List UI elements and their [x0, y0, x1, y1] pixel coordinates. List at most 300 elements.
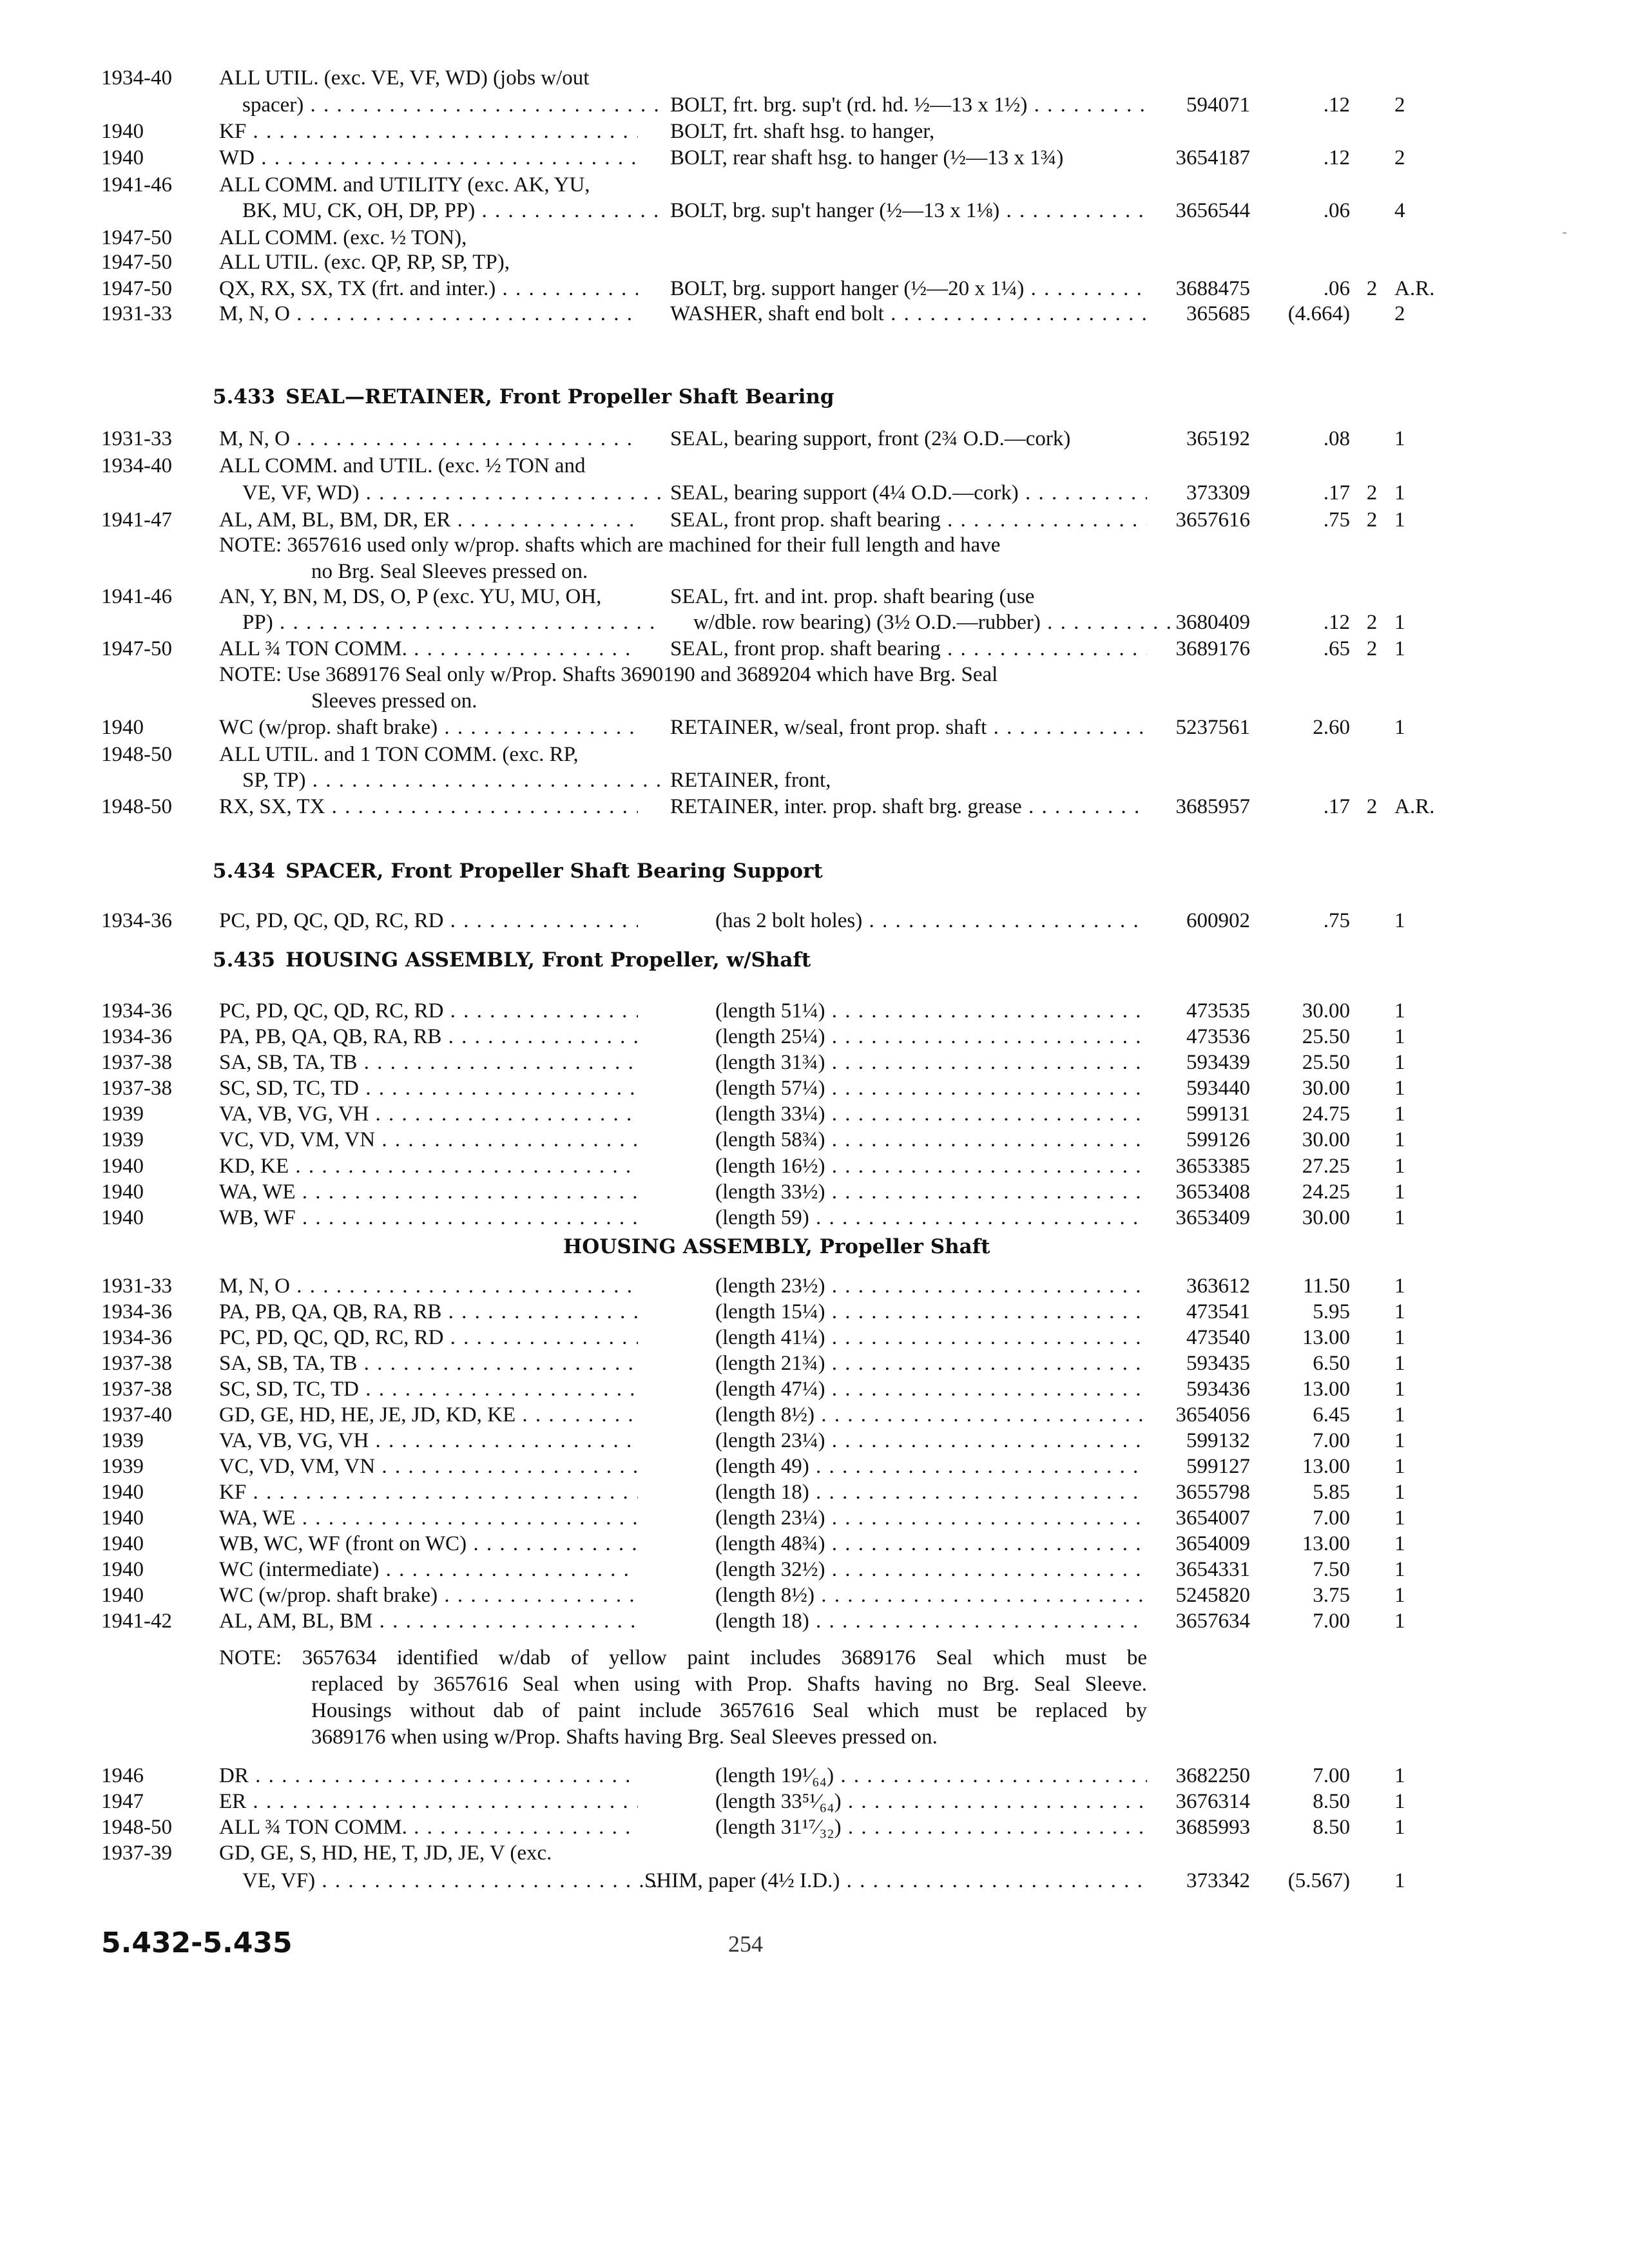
quantity-cell — [1358, 1324, 1449, 1351]
description-cell: RETAINER, inter. prop. shaft brg. grease . . . — [670, 793, 1147, 820]
table-row — [0, 64, 1629, 91]
price-cell: 25.50 — [1302, 1025, 1350, 1048]
quantity-required: 1 — [1394, 999, 1405, 1023]
table-row — [0, 1376, 1629, 1403]
note-line: NOTE: Use 3689176 Seal only w/Prop. Shafts 3690190 and 3689204 which have Brg. Seal — [219, 663, 998, 686]
model-cell: ALL UTIL. (exc. VE, VF, WD) (jobs w/out — [219, 66, 590, 90]
quantity-cell — [1358, 64, 1449, 91]
part-number-cell: 3654009 — [1175, 1532, 1250, 1555]
table-row — [0, 1023, 1629, 1050]
table-row — [0, 635, 1629, 662]
part-number-cell: 599131 — [1186, 1102, 1250, 1126]
note-block — [219, 662, 1147, 715]
part-number-cell: 3680409 — [1175, 611, 1250, 634]
price-cell: 3.75 — [1313, 1584, 1350, 1607]
table-row — [0, 1178, 1629, 1206]
quantity-cell — [1358, 197, 1449, 224]
table-row — [0, 583, 1629, 610]
table-row — [0, 907, 1629, 934]
price-cell: 24.25 — [1302, 1180, 1350, 1204]
table-row — [0, 1840, 1629, 1867]
part-number-cell: 3685957 — [1175, 795, 1250, 818]
year-cell: 1939 — [101, 1429, 144, 1452]
quantity-cell — [1358, 1840, 1449, 1867]
price-cell: 5.85 — [1313, 1481, 1350, 1504]
quantity-cell — [1358, 506, 1449, 533]
model-cell: ALL COMM. (exc. ½ TON), — [219, 226, 467, 249]
year-cell: 1947-50 — [101, 226, 172, 249]
model-cell: KF . . . — [219, 1479, 638, 1506]
table-row — [0, 1453, 1629, 1480]
description-cell: (length 8½) . . . — [715, 1401, 1147, 1428]
quantity-cell — [1358, 1298, 1449, 1325]
description-cell: (length 33¼) . . . — [715, 1100, 1147, 1128]
part-number-cell: 599127 — [1186, 1455, 1250, 1478]
description-cell — [715, 1840, 1147, 1867]
year-cell: 1947 — [101, 1790, 144, 1813]
table-row — [0, 1401, 1629, 1428]
quantity-cell — [1358, 1867, 1449, 1894]
description-cell: WASHER, shaft end bolt . . . — [670, 300, 1147, 327]
price-cell: 2.60 — [1313, 716, 1350, 739]
year-cell: 1940 — [101, 1180, 144, 1204]
note-line: 3689176 when using w/Prop. Shafts having Brg. Seal Sleeves pressed on. — [311, 1725, 938, 1749]
part-number-cell: 3685993 — [1175, 1816, 1250, 1839]
description-cell: (length 57¼) . . . — [715, 1075, 1147, 1102]
model-cell: ER . . . — [219, 1788, 638, 1815]
year-cell: 1939 — [101, 1102, 144, 1126]
table-row — [0, 1582, 1629, 1609]
quantity-cell — [1358, 1504, 1449, 1532]
description-cell: SEAL, frt. and int. prop. shaft bearing (use — [670, 585, 1035, 608]
quantity-cell — [1358, 1126, 1449, 1153]
model-cell: RX, SX, TX . . . — [219, 793, 638, 820]
table-row — [0, 1608, 1629, 1635]
model-cell: WA, WE . . . — [219, 1504, 638, 1532]
description-cell: (length 18) . . . — [715, 1479, 1147, 1506]
note-line: Sleeves pressed on. — [311, 689, 477, 713]
table-row — [0, 425, 1629, 452]
table-row — [0, 997, 1629, 1024]
description-cell: BOLT, brg. support hanger (½—20 x 1¼) . . . — [670, 275, 1147, 302]
model-cell: PP) . . . — [219, 609, 661, 636]
description-cell: (length 19¹⁄₆₄) . . . — [715, 1762, 1147, 1789]
quantity-cell — [1358, 997, 1449, 1024]
description-cell: (length 48¾) . . . — [715, 1530, 1147, 1557]
model-cell: VC, VD, VM, VN . . . — [219, 1126, 638, 1153]
model-cell: M, N, O . . . — [219, 300, 638, 327]
model-cell: PC, PD, QC, QD, RC, RD . . . — [219, 1324, 638, 1351]
year-cell: 1941-46 — [101, 585, 172, 608]
table-row — [0, 144, 1629, 171]
part-number-cell: 3656544 — [1175, 199, 1250, 222]
table-row — [0, 1504, 1629, 1532]
price-cell: 30.00 — [1302, 1206, 1350, 1229]
table-row — [0, 1350, 1629, 1377]
part-number-cell: 473536 — [1186, 1025, 1250, 1048]
model-cell: PA, PB, QA, QB, RA, RB . . . — [219, 1023, 638, 1050]
year-cell: 1934-36 — [101, 1300, 172, 1323]
note-line: Housings without dab of paint include 3657616 Seal which must be replaced by — [311, 1699, 1147, 1722]
price-cell: 13.00 — [1302, 1378, 1350, 1401]
quantity-per-unit: 2 — [1366, 508, 1378, 532]
price-cell: (5.567) — [1287, 1869, 1350, 1892]
price-cell: .17 — [1323, 481, 1350, 505]
price-cell: .12 — [1323, 146, 1350, 169]
model-cell: VA, VB, VG, VH . . . — [219, 1427, 638, 1454]
year-cell: 1947-50 — [101, 251, 172, 274]
price-cell: 30.00 — [1302, 1077, 1350, 1100]
description-cell: (length 25¼) . . . — [715, 1023, 1147, 1050]
model-cell: SA, SB, TA, TB . . . — [219, 1049, 638, 1076]
table-row — [0, 1788, 1629, 1815]
note-line: NOTE: 3657634 identified w/dab of yellow paint includes 3689176 Seal which must be — [219, 1646, 1147, 1669]
section-range-code: 5.432-5.435 — [101, 1927, 293, 1959]
description-cell: BOLT, brg. sup't hanger (½—13 x 1⅛) . . . — [670, 197, 1147, 224]
description-cell: (length 49) . . . — [715, 1453, 1147, 1480]
quantity-required: 2 — [1394, 302, 1405, 325]
price-cell — [1266, 224, 1350, 251]
part-number-cell — [1153, 64, 1250, 91]
section-title: HOUSING ASSEMBLY, Front Propeller, w/Shaft — [285, 948, 811, 972]
quantity-cell — [1358, 583, 1449, 610]
quantity-cell — [1358, 793, 1449, 820]
section-title: SEAL—RETAINER, Front Propeller Shaft Bearing — [285, 385, 834, 408]
part-number-cell: 593436 — [1186, 1378, 1250, 1401]
description-cell: (length 18) . . . — [715, 1608, 1147, 1635]
quantity-required: 1 — [1394, 1352, 1405, 1375]
table-row — [0, 479, 1629, 506]
model-cell: KD, KE . . . — [219, 1153, 638, 1180]
quantity-required: 1 — [1394, 1300, 1405, 1323]
year-cell: 1937-39 — [101, 1841, 172, 1865]
description-cell: (has 2 bolt holes) . . . — [715, 907, 1147, 934]
description-cell: (length 23¼) . . . — [715, 1427, 1147, 1454]
part-number-cell: 3654056 — [1175, 1403, 1250, 1427]
price-cell: .17 — [1323, 795, 1350, 818]
price-cell: .75 — [1323, 909, 1350, 932]
model-cell: SP, TP) . . . — [219, 767, 661, 794]
part-number-cell — [1153, 452, 1250, 479]
quantity-required: 1 — [1394, 1051, 1405, 1074]
description-cell: (length 15¼) . . . — [715, 1298, 1147, 1325]
table-row — [0, 118, 1629, 145]
model-cell: SC, SD, TC, TD . . . — [219, 1075, 638, 1102]
quantity-cell — [1358, 1582, 1449, 1609]
quantity-cell — [1358, 907, 1449, 934]
table-row — [0, 1427, 1629, 1454]
table-row — [0, 1126, 1629, 1153]
year-cell: 1948-50 — [101, 1816, 172, 1839]
model-cell: spacer) . . . — [219, 91, 661, 119]
quantity-required: 1 — [1394, 1378, 1405, 1401]
description-cell: w/dble. row bearing) (3½ O.D.—rubber) . . . — [670, 609, 1170, 636]
year-cell: 1948-50 — [101, 743, 172, 766]
year-cell: 1937-40 — [101, 1403, 172, 1427]
description-cell: (length 47¼) . . . — [715, 1376, 1147, 1403]
price-cell: 5.95 — [1313, 1300, 1350, 1323]
part-number-cell — [1153, 171, 1250, 198]
model-cell: AL, AM, BL, BM, DR, ER . . . — [219, 506, 638, 533]
table-row — [0, 1100, 1629, 1128]
quantity-required: 1 — [1394, 1506, 1405, 1530]
part-number-cell: 599132 — [1186, 1429, 1250, 1452]
model-cell: SC, SD, TC, TD . . . — [219, 1376, 638, 1403]
quantity-cell — [1358, 144, 1449, 171]
table-row — [0, 741, 1629, 768]
year-cell: 1931-33 — [101, 427, 172, 450]
quantity-required: 1 — [1394, 1869, 1405, 1892]
model-cell: WC (w/prop. shaft brake) . . . — [219, 1582, 638, 1609]
model-cell: QX, RX, SX, TX (frt. and inter.) . . . — [219, 275, 638, 302]
year-cell: 1934-36 — [101, 1326, 172, 1349]
part-number-cell: 473535 — [1186, 999, 1250, 1023]
price-cell — [1266, 767, 1350, 794]
quantity-cell — [1358, 767, 1449, 794]
quantity-required: 1 — [1394, 427, 1405, 450]
part-number-cell — [1153, 1840, 1250, 1867]
year-cell — [101, 609, 217, 636]
price-cell: 8.50 — [1313, 1816, 1350, 1839]
quantity-required: 2 — [1394, 146, 1405, 169]
price-cell: .12 — [1323, 611, 1350, 634]
model-cell: WA, WE . . . — [219, 1178, 638, 1206]
quantity-required: A.R. — [1394, 277, 1435, 300]
part-number-cell: 3654007 — [1175, 1506, 1250, 1530]
model-cell: WC (intermediate) . . . — [219, 1556, 638, 1583]
year-cell: 1940 — [101, 1481, 144, 1504]
model-cell: VE, VF) . . . — [219, 1867, 661, 1894]
year-cell — [101, 91, 217, 119]
price-cell: .75 — [1323, 508, 1350, 532]
price-cell: .08 — [1323, 427, 1350, 450]
year-cell: 1940 — [101, 1532, 144, 1555]
price-cell: 7.00 — [1313, 1610, 1350, 1633]
year-cell: 1934-36 — [101, 909, 172, 932]
price-cell: 7.00 — [1313, 1429, 1350, 1452]
table-row — [0, 714, 1629, 741]
description-cell: BOLT, frt. shaft hsg. to hanger, — [670, 120, 935, 143]
quantity-required: 1 — [1394, 1077, 1405, 1100]
quantity-cell — [1358, 1153, 1449, 1180]
quantity-required: 1 — [1394, 1764, 1405, 1787]
quantity-required: 1 — [1394, 909, 1405, 932]
price-cell: 7.00 — [1313, 1506, 1350, 1530]
year-cell — [101, 767, 217, 794]
description-cell: (length 32½) . . . — [715, 1556, 1147, 1583]
price-cell — [1266, 583, 1350, 610]
description-cell: (length 31¾) . . . — [715, 1049, 1147, 1076]
description-cell — [670, 224, 1147, 251]
description-cell: SEAL, front prop. shaft bearing . . . — [670, 506, 1147, 533]
price-cell: .06 — [1323, 277, 1350, 300]
table-row — [0, 91, 1629, 119]
price-cell — [1266, 249, 1350, 276]
table-row — [0, 1273, 1629, 1300]
year-cell — [101, 1867, 217, 1894]
table-row — [0, 275, 1629, 302]
quantity-required: 1 — [1394, 1274, 1405, 1298]
quantity-cell — [1358, 1204, 1449, 1231]
price-cell: .65 — [1323, 637, 1350, 660]
part-number-cell: 599126 — [1186, 1128, 1250, 1151]
quantity-required: 1 — [1394, 1102, 1405, 1126]
model-cell: SA, SB, TA, TB . . . — [219, 1350, 638, 1377]
year-cell: 1937-38 — [101, 1378, 172, 1401]
price-cell: 25.50 — [1302, 1051, 1350, 1074]
price-cell: 13.00 — [1302, 1532, 1350, 1555]
part-number-cell: 5245820 — [1175, 1584, 1250, 1607]
year-cell: 1941-47 — [101, 508, 172, 532]
part-number-cell: 3657634 — [1175, 1610, 1250, 1633]
quantity-required: 1 — [1394, 1429, 1405, 1452]
quantity-required: 1 — [1394, 1128, 1405, 1151]
year-cell: 1940 — [101, 1558, 144, 1581]
description-cell: SEAL, bearing support (4¼ O.D.—cork) . . . — [670, 479, 1147, 506]
year-cell: 1940 — [101, 1584, 144, 1607]
quantity-per-unit: 2 — [1366, 481, 1378, 505]
part-number-cell: 3657616 — [1175, 508, 1250, 532]
page-number: 254 — [728, 1931, 763, 1957]
quantity-cell — [1358, 118, 1449, 145]
year-cell — [101, 197, 217, 224]
section-heading — [213, 946, 811, 974]
description-cell: (length 59) . . . — [715, 1204, 1147, 1231]
quantity-cell — [1358, 1023, 1449, 1050]
year-cell: 1947-50 — [101, 277, 172, 300]
quantity-cell — [1358, 1762, 1449, 1789]
price-cell: .06 — [1323, 199, 1350, 222]
quantity-required: 1 — [1394, 1584, 1405, 1607]
description-cell — [670, 249, 1147, 276]
description-cell: BOLT, frt. brg. sup't (rd. hd. ½—13 x 1½) . . . — [670, 91, 1147, 119]
price-cell: 11.50 — [1302, 1274, 1350, 1298]
part-number-cell: 3654331 — [1175, 1558, 1250, 1581]
model-cell: WD . . . — [219, 144, 638, 171]
quantity-required: 1 — [1394, 1180, 1405, 1204]
quantity-required: 1 — [1394, 1816, 1405, 1839]
year-cell: 1941-42 — [101, 1610, 172, 1633]
table-row — [0, 300, 1629, 327]
quantity-cell — [1358, 1453, 1449, 1480]
table-row — [0, 609, 1629, 636]
price-cell: 7.00 — [1313, 1764, 1350, 1787]
table-row — [0, 1530, 1629, 1557]
table-row — [0, 1324, 1629, 1351]
section-number: 5.433 — [213, 385, 276, 408]
section-title: SPACER, Front Propeller Shaft Bearing Support — [285, 860, 823, 883]
quantity-per-unit: 2 — [1366, 611, 1378, 634]
model-cell: KF . . . — [219, 118, 638, 145]
quantity-cell — [1358, 425, 1449, 452]
year-cell: 1948-50 — [101, 795, 172, 818]
description-cell: SEAL, bearing support, front (2¾ O.D.—cork) — [670, 427, 1071, 450]
quantity-cell — [1358, 91, 1449, 119]
part-number-cell: 473541 — [1186, 1300, 1250, 1323]
table-row — [0, 249, 1629, 276]
quantity-required: 1 — [1394, 637, 1405, 660]
part-number-cell — [1153, 249, 1250, 276]
quantity-cell — [1358, 1479, 1449, 1506]
part-number-cell: 363612 — [1186, 1274, 1250, 1298]
part-number-cell: 373342 — [1186, 1869, 1250, 1892]
table-row — [0, 224, 1629, 251]
quantity-cell — [1358, 609, 1449, 636]
quantity-cell — [1358, 1427, 1449, 1454]
model-cell: AN, Y, BN, M, DS, O, P (exc. YU, MU, OH, — [219, 585, 602, 608]
description-cell: (length 21¾) . . . — [715, 1350, 1147, 1377]
price-cell: 30.00 — [1302, 1128, 1350, 1151]
year-cell: 1940 — [101, 1206, 144, 1229]
quantity-cell — [1358, 1608, 1449, 1635]
quantity-cell — [1358, 714, 1449, 741]
description-cell: (length 33½) . . . — [715, 1178, 1147, 1206]
year-cell: 1940 — [101, 716, 144, 739]
year-cell: 1934-36 — [101, 999, 172, 1023]
model-cell: ALL COMM. and UTIL. (exc. ½ TON and — [219, 454, 586, 477]
part-number-cell — [1153, 583, 1250, 610]
table-row — [0, 452, 1629, 479]
part-number-cell: 365192 — [1186, 427, 1250, 450]
model-cell: AL, AM, BL, BM . . . — [219, 1608, 638, 1635]
quantity-required: 1 — [1394, 508, 1405, 532]
quantity-cell — [1358, 1100, 1449, 1128]
quantity-required: 2 — [1394, 93, 1405, 117]
year-cell: 1937-38 — [101, 1051, 172, 1074]
description-cell: (length 23¼) . . . — [715, 1504, 1147, 1532]
part-number-cell: 3682250 — [1175, 1764, 1250, 1787]
quantity-cell — [1358, 249, 1449, 276]
quantity-per-unit: 2 — [1366, 795, 1378, 818]
quantity-cell — [1358, 479, 1449, 506]
description-cell — [670, 64, 1147, 91]
year-cell: 1934-36 — [101, 1025, 172, 1048]
price-cell — [1266, 741, 1350, 768]
price-cell — [1266, 64, 1350, 91]
table-row — [0, 1556, 1629, 1583]
table-row — [0, 1762, 1629, 1789]
model-cell: BK, MU, CK, OH, DP, PP) . . . — [219, 197, 661, 224]
quantity-required: 1 — [1394, 611, 1405, 634]
year-cell — [101, 479, 217, 506]
table-row — [0, 171, 1629, 198]
part-number-cell: 3653408 — [1175, 1180, 1250, 1204]
quantity-required: 1 — [1394, 1025, 1405, 1048]
year-cell: 1946 — [101, 1764, 144, 1787]
model-cell: VA, VB, VG, VH . . . — [219, 1100, 638, 1128]
model-cell: GD, GE, S, HD, HE, T, JD, JE, V (exc. — [219, 1841, 552, 1865]
table-row — [0, 1049, 1629, 1076]
price-cell: (4.664) — [1287, 302, 1350, 325]
model-cell: ALL COMM. and UTILITY (exc. AK, YU, — [219, 173, 590, 197]
year-cell: 1937-38 — [101, 1352, 172, 1375]
quantity-cell — [1358, 1556, 1449, 1583]
year-cell: 1947-50 — [101, 637, 172, 660]
note-line: no Brg. Seal Sleeves pressed on. — [311, 560, 588, 583]
price-cell — [1266, 452, 1350, 479]
description-cell: (length 41¼) . . . — [715, 1324, 1147, 1351]
model-cell: PC, PD, QC, QD, RC, RD . . . — [219, 997, 638, 1024]
quantity-required: 1 — [1394, 1610, 1405, 1633]
quantity-cell — [1358, 452, 1449, 479]
price-cell: 7.50 — [1313, 1558, 1350, 1581]
price-cell — [1266, 118, 1350, 145]
part-number-cell: 3688475 — [1175, 277, 1250, 300]
year-cell: 1939 — [101, 1128, 144, 1151]
quantity-cell — [1358, 300, 1449, 327]
note-block — [219, 532, 1147, 585]
quantity-required: 1 — [1394, 1155, 1405, 1178]
